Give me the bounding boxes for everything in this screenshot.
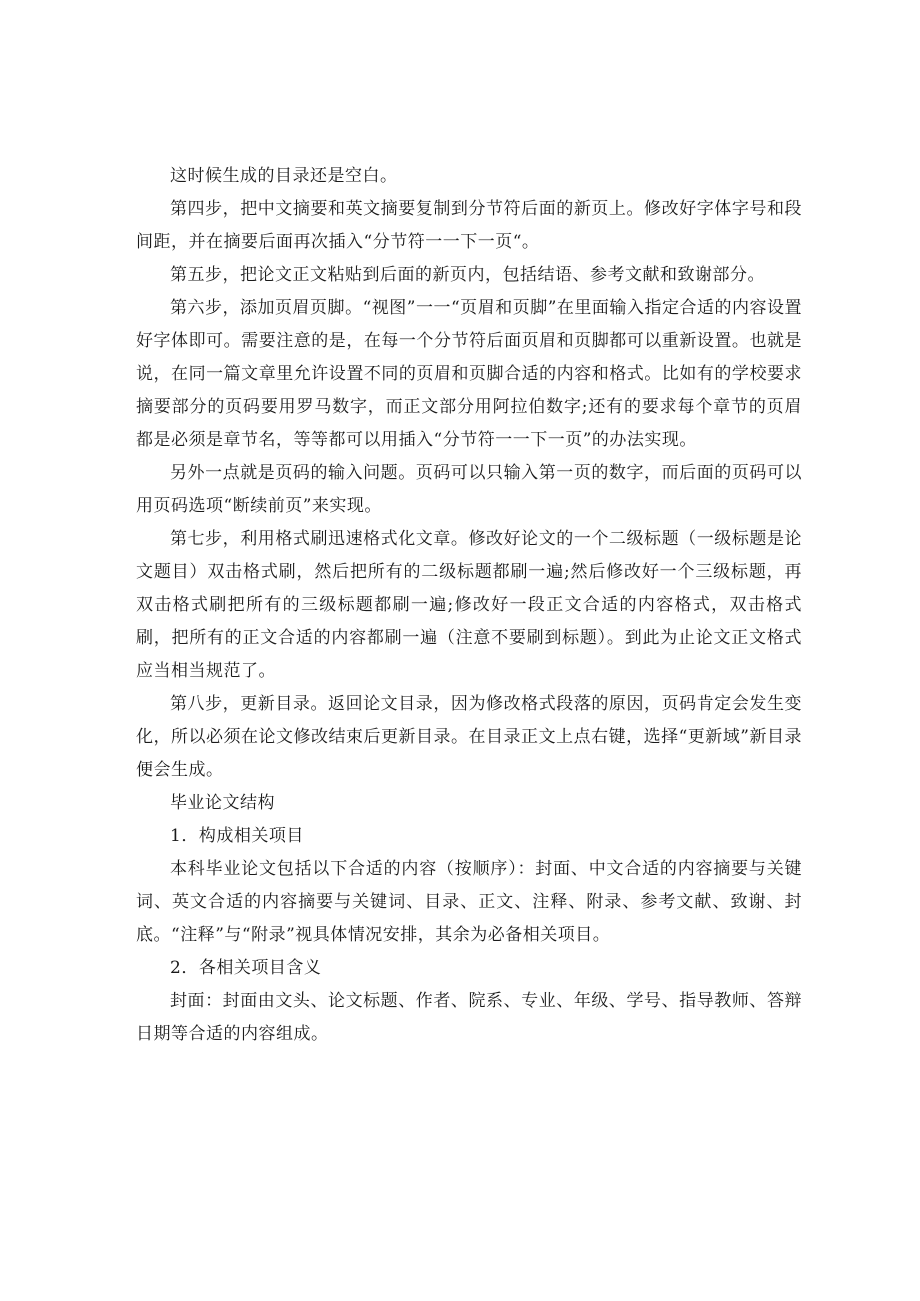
paragraph-components: 本科毕业论文包括以下合适的内容（按顺序）：封面、中文合适的内容摘要与关键词、英文合适的内容摘要与关键词、目录、正文、注释、附录、参考文献、致谢、封底。“注释”与“附录”视具体情况安排，其余为必备相关项目。 [136, 859, 802, 945]
paragraph-blank-toc: 这时候生成的目录还是空白。 [170, 166, 398, 186]
section-heading-thesis-structure: 毕业论文结构 [170, 793, 275, 813]
subheading-meanings: 2．各相关项目含义 [170, 958, 322, 978]
paragraph-cover: 封面：封面由文头、论文标题、作者、院系、专业、年级、学号、指导教师、答辩日期等合适的内容组成。 [136, 991, 802, 1044]
paragraph-step-7: 第七步，利用格式刷迅速格式化文章。修改好论文的一个二级标题（一级标题是论文题目）双击格式刷，然后把所有的二级标题都刷一遍;然后修改好一个三级标题，再双击格式刷把所有的三级标题都刷一遍;修改好一段正文合适的内容格式，双击格式刷，把所有的正文合适的内容都刷一遍（注意不要刷到标题）。到此为止论文正文格式应当相当规范了。 [136, 529, 802, 681]
paragraph-step-8: 第八步，更新目录。返回论文目录，因为修改格式段落的原因，页码肯定会发生变化，所以必须在论文修改结束后更新目录。在目录正文上点右键，选择“更新域”新目录便会生成。 [136, 694, 802, 780]
paragraph-step-4: 第四步，把中文摘要和英文摘要复制到分节符后面的新页上。修改好字体字号和段间距，并在摘要后面再次插入“分节符一一下一页“。 [136, 199, 802, 252]
paragraph-step-5: 第五步，把论文正文粘贴到后面的新页内，包括结语、参考文献和致谢部分。 [170, 265, 765, 285]
document-body [136, 160, 802, 1051]
subheading-components: 1．构成相关项目 [170, 826, 304, 846]
paragraph-page-number: 另外一点就是页码的输入问题。页码可以只输入第一页的数字，而后面的页码可以用页码选项“断续前页”来实现。 [136, 463, 802, 516]
paragraph-step-6: 第六步，添加页眉页脚。“视图”一一“页眉和页脚”在里面输入指定合适的内容设置好字体即可。需要注意的是，在每一个分节符后面页眉和页脚都可以重新设置。也就是说，在同一篇文章里允许设置不同的页眉和页脚合适的内容和格式。比如有的学校要求摘要部分的页码要用罗马数字，而正文部分用阿拉伯数字;还有的要求每个章节的页眉都是必须是章节名，等等都可以用插入“分节符一一下一页”的办法实现。 [136, 298, 802, 450]
